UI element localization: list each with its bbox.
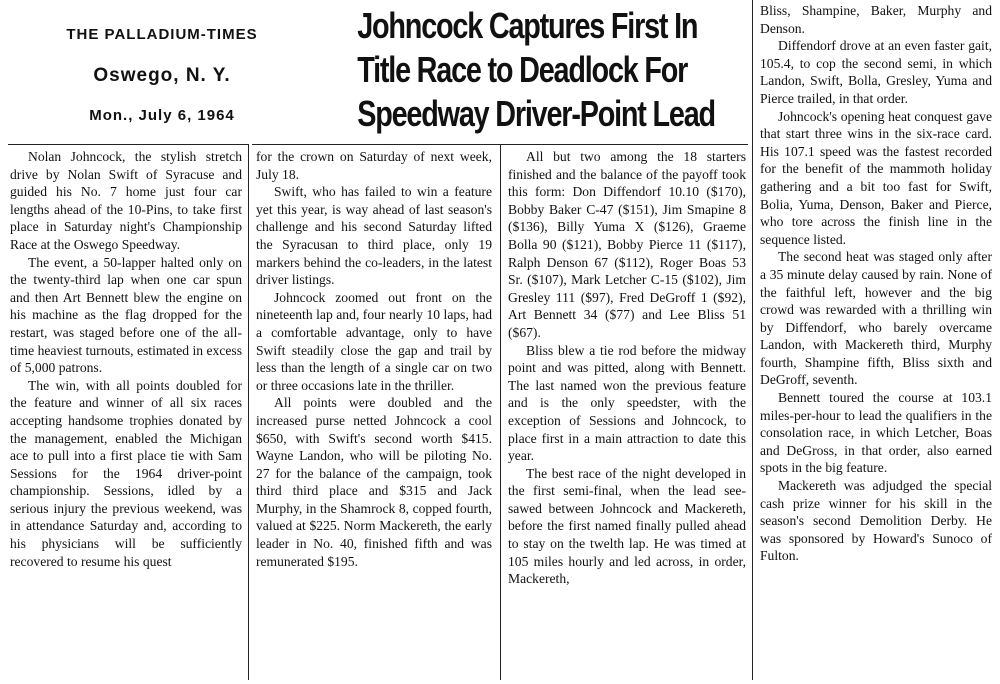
paragraph: The event, a 50-lapper halted only on the twenty-third lap when one car spun and then Art Bennett blew the engine on his machine as the flag dropped for the restart, was staged before one of the all-time heaviest turnouts, estimated in excess of 5,000 patrons. [10, 254, 242, 376]
article-headline [357, 4, 715, 136]
top-divider-left [8, 144, 248, 145]
dateline-city: Oswego, N. Y. [93, 65, 231, 86]
paragraph: for the crown on Saturday of next week, July 18. [256, 149, 492, 182]
paragraph: All points were doubled and the increased purse netted Johncock a cool $650, with Swift's second worth $415. Wayne Landon, who will be piloting No. 27 for the balance of the campaign, took third third place and $315 and Jack Murphy, in the Shamrock 8, copped fourth, valued at $225. Norm Mackereth, the early leader in No. 40, finished fifth and was remunerated $195. [256, 395, 492, 569]
column-rule-3 [752, 0, 753, 680]
column-rule-2 [500, 144, 501, 680]
article-column-2 [256, 148, 492, 680]
headline-line-1: Johncock Captures First In [357, 5, 698, 46]
paragraph: Bliss blew a tie rod before the midway point and was pitted, along with Bennett. The last named won the previous feature and is the only speedster, with the exception of Sessions and Johncock, to place first in a main attraction to date this year. [508, 342, 746, 464]
paragraph: The second heat was staged only after a 35 minute delay caused by rain. None of the faithful left, however and the big crowd was rewarded with a thrilling win by Diffendorf, who barely overcame Landon, with Mackereth third, Murphy fourth, Shampine fifth, Bliss sixth and DeGroff, seventh. [760, 249, 992, 388]
paragraph: Johncock zoomed out front on the nineteenth lap and, four nearly 10 laps, had a comfortable advantage, only to have Swift steadily close the gap and trail by less than the length of a single car on two or three occasions late in the thriller. [256, 289, 492, 393]
masthead [12, 20, 312, 124]
paragraph: Johncock's opening heat conquest gave that start three wins in the six-race card. His 107.1 speed was the fastest recorded for the benefit of the mammoth holiday gathering and a bit too fast for Swift, Bolia, Yuma, Denson, Baker and Pierce, who tore across the finish line in the sequence listed. [760, 108, 992, 247]
paragraph: Swift, who has failed to win a feature yet this year, is way ahead of last season's challenge and his second Saturday lifted the Syracusan to third place, only 19 markers behind the co-leaders, in the latest driver listings. [256, 184, 492, 288]
paragraph: The best race of the night developed in the first semi-final, when the lead see-sawed between Johncock and Mackereth, before the first named finally pulled ahead to stay on the twelth lap. He was timed at 105 miles hourly and led across, in order, Mackereth, [508, 465, 746, 587]
paragraph: All but two among the 18 starters finished and the balance of the payoff took this form: Don Diffendorf 10.10 ($170), Bobby Baker C-47 ($151), Jim Smapine 8 ($136), Billy Yuma X ($126), Graeme Bolla 90 ($121), Bobby Pierce 11 ($117), Ralph Denson 67 ($112), Roger Boas 53 Sr. ($107), Mark Letcher C-15 ($102), Jim Gresley 111 ($97), Fred DeGroff 1 ($92), Art Bennett 34 ($77) and Lee Bliss 51 ($67). [508, 149, 746, 340]
paragraph: Bliss, Shampine, Baker, Murphy and Denson. [760, 3, 992, 36]
article-column-3 [508, 148, 746, 680]
headline-line-3: Speedway Driver-Point Lead [357, 93, 715, 134]
paragraph: Bennett toured the course at 103.1 miles-per-hour to lead the qualifiers in the consolation race, in which Letcher, Boas and DeGross, in that order, also earned spots in the big feature. [760, 390, 992, 476]
headline-line-2: Title Race to Deadlock For [357, 49, 688, 90]
paragraph: The win, with all points doubled for the feature and winner of all six races accepting handsome trophies donated by the management, enabled the Michigan ace to pull into a first place tie with Sam Sessions for the 1964 driver-point championship. Sessions, idled by a serious injury the previous weekend, was in attendance Saturday and, according to his physicians will be sufficiently recovered to resume his quest [10, 377, 242, 569]
column-rule-1 [248, 144, 249, 680]
article-column-4 [760, 2, 992, 680]
dateline-date: Mon., July 6, 1964 [89, 107, 235, 124]
newspaper-name: THE PALLADIUM-TIMES [66, 26, 258, 43]
article-column-1 [10, 148, 242, 680]
paragraph: Diffendorf drove at an even faster gait, 105.4, to cop the second semi, in which Landon, Swift, Bolla, Gresley, Yuma and Pierce trailed, in that order. [760, 38, 992, 106]
paragraph: Nolan Johncock, the stylish stretch drive by Nolan Swift of Syracuse and guided his No. 7 home just four car lengths ahead of the 10-Pins, to take first place in Saturday night's Championship Race at the Oswego Speedway. [10, 149, 242, 252]
paragraph: Mackereth was adjudged the special cash prize winner for his skill in the season's second Demolition Derby. He was sponsored by Howard's Sunoco of Fulton. [760, 478, 992, 564]
